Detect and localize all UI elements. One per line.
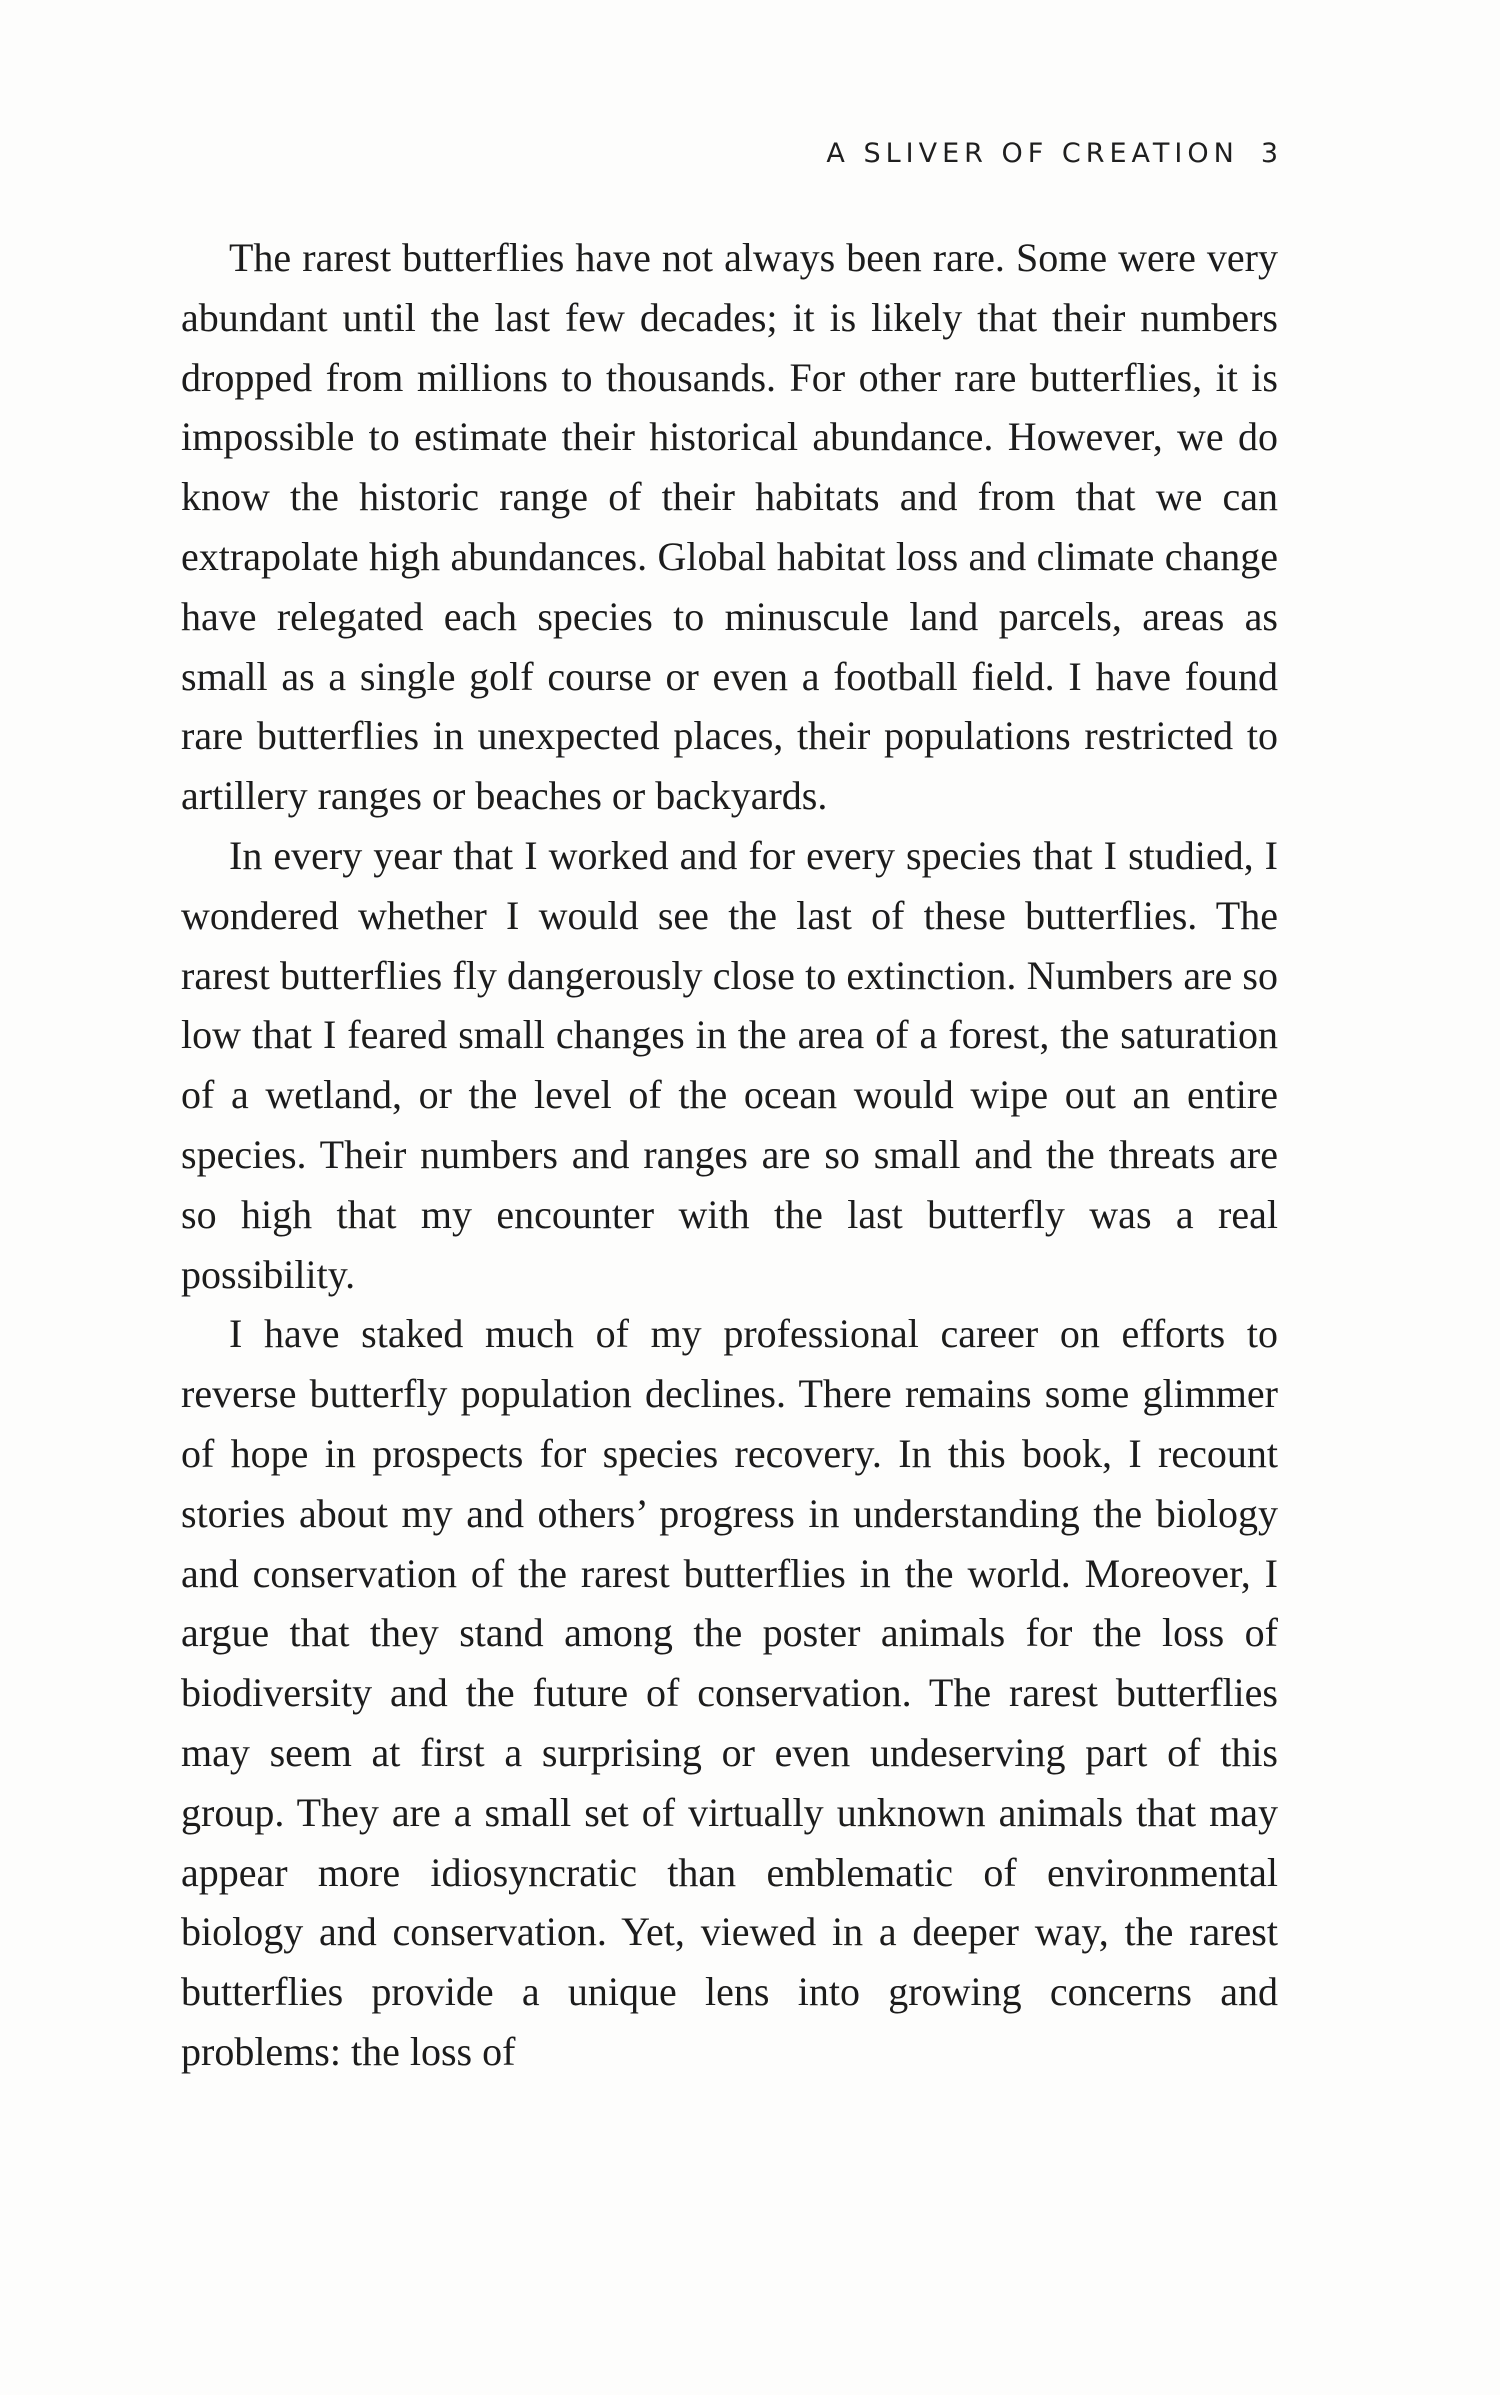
paragraph-2: In every year that I worked and for every species that I studied, I wondered whether I would see the last of these butterflies. The rarest butterflies fly dangerously close to extinction. Numbers are so low that I feared small changes in the area of a forest, the saturation of a wetland, or the level of the ocean would wipe out an entire species. Their numbers and ranges are so small and the threats are so high that my encounter with the last butterfly was a real possibility.: [181, 832, 1278, 1297]
paragraph-1: The rarest butterflies have not always been rare. Some were very abundant until the last few decades; it is likely that their numbers dropped from millions to thousands. For other rare butterflies, it is impossible to estimate their historical abundance. However, we do know the historic range of their habitats and from that we can extrapolate high abundances. Global habitat loss and climate change have relegated each species to minuscule land parcels, areas as small as a single golf course or even a football field. I have found rare butterflies in unexpected places, their populations restricted to artillery ranges or beaches or backyards.: [181, 235, 1278, 819]
page-number: 3: [1260, 138, 1278, 169]
paragraph-3: I have staked much of my professional career on efforts to reverse butterfly population declines. There remains some glimmer of hope in prospects for species recovery. In this book, I recount stories about my and others’ progress in understanding the biology and conservation of the rarest butterflies in the world. Moreover, I argue that they stand among the poster animals for the loss of biodiversity and the future of conservation. The rarest butterflies may seem at first a surprising or even undeserving part of this group. They are a small set of virtually unknown animals that may appear more idiosyncratic than emblematic of environmental biology and conservation. Yet, viewed in a deeper way, the rarest butterflies provide a unique lens into growing concerns and problems: the loss of: [181, 1311, 1278, 2074]
chapter-title: A SLIVER OF CREATION: [826, 138, 1239, 169]
body-text: [181, 228, 1278, 2082]
running-head: [826, 138, 1278, 169]
